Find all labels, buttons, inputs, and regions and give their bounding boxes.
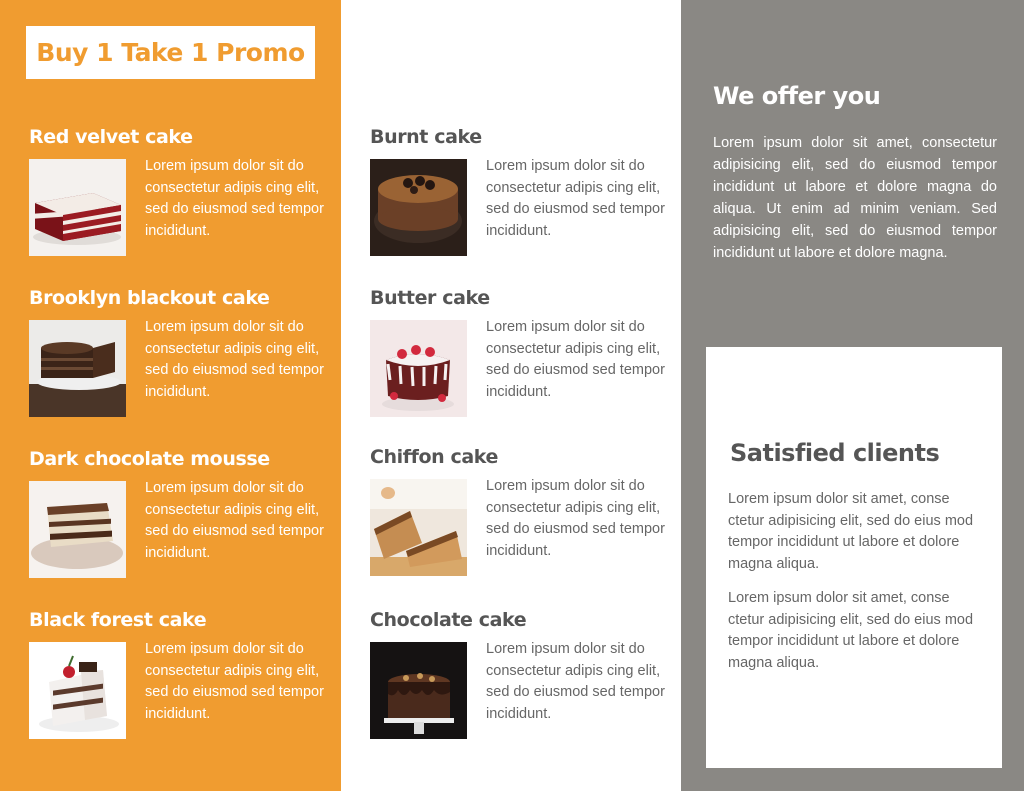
promo-banner [26,26,315,79]
black-forest-cake-image [29,642,126,739]
butter-cake-image [370,320,467,417]
cake-description: Lorem ipsum dolor sit do consectetur adipis cing elit, sed do eiusmod sed tempor incididunt. [486,319,665,400]
cake-description: Lorem ipsum dolor sit do consectetur adipis cing elit, sed do eiusmod sed tempor incididunt. [145,319,324,400]
cake-title: Dark chocolate mousse [29,448,270,470]
brooklyn-blackout-cake-image [29,320,126,417]
cake-title: Red velvet cake [29,126,193,148]
left-panel [0,0,341,791]
offer-title: We offer you [713,82,881,110]
promo-title: Buy 1 Take 1 Promo [36,38,305,67]
burnt-cake-image [370,159,467,256]
dark-chocolate-mousse-image [29,481,126,578]
chocolate-cake-image [370,642,467,739]
red-velvet-cake-image [29,159,126,256]
cake-item-chiffon [370,446,670,576]
cake-item-dark-chocolate-mousse [29,448,329,578]
cake-item-brooklyn-blackout [29,287,329,417]
cake-description: Lorem ipsum dolor sit do consectetur adipis cing elit, sed do eiusmod sed tempor incididunt. [486,641,665,722]
cake-description: Lorem ipsum dolor sit do consectetur adipis cing elit, sed do eiusmod sed tempor incididunt. [486,158,665,239]
cake-title: Burnt cake [370,126,482,148]
middle-panel [341,0,681,791]
cake-title: Chocolate cake [370,609,527,631]
offer-text: Lorem ipsum dolor sit amet, consectetur adipisicing elit, sed do eiusmod tempor incididunt ut labore et dolore magna do aliqua. Ut enim ad minim veniam. Sed adipisicing elit, sed do eiusmod tempor incididunt ut labore et dolore magna. [713,135,997,261]
right-panel [681,0,1024,791]
chiffon-cake-image [370,479,467,576]
cake-title: Black forest cake [29,609,207,631]
clients-paragraph: Lorem ipsum dolor sit amet, conse ctetur adipisicing elit, sed do eius mod tempor incididunt ut labore et dolore magna aliqua. [728,590,974,671]
cake-title: Butter cake [370,287,490,309]
cake-description: Lorem ipsum dolor sit do consectetur adipis cing elit, sed do eiusmod sed tempor incididunt. [145,158,324,239]
cake-item-butter [370,287,670,417]
cake-description: Lorem ipsum dolor sit do consectetur adipis cing elit, sed do eiusmod sed tempor incididunt. [145,480,324,561]
satisfied-clients-card [706,347,1002,768]
cake-description: Lorem ipsum dolor sit do consectetur adipis cing elit, sed do eiusmod sed tempor incididunt. [145,641,324,722]
cake-title: Brooklyn blackout cake [29,287,270,309]
cake-item-black-forest [29,609,329,739]
cake-item-red-velvet [29,126,329,256]
cake-description: Lorem ipsum dolor sit do consectetur adipis cing elit, sed do eiusmod sed tempor incididunt. [486,478,665,559]
clients-paragraph: Lorem ipsum dolor sit amet, conse ctetur adipisicing elit, sed do eius mod tempor incididunt ut labore et dolore magna aliqua. [728,491,974,572]
clients-title: Satisfied clients [730,439,940,467]
cake-item-chocolate [370,609,670,739]
cake-item-burnt [370,126,670,256]
cake-title: Chiffon cake [370,446,499,468]
